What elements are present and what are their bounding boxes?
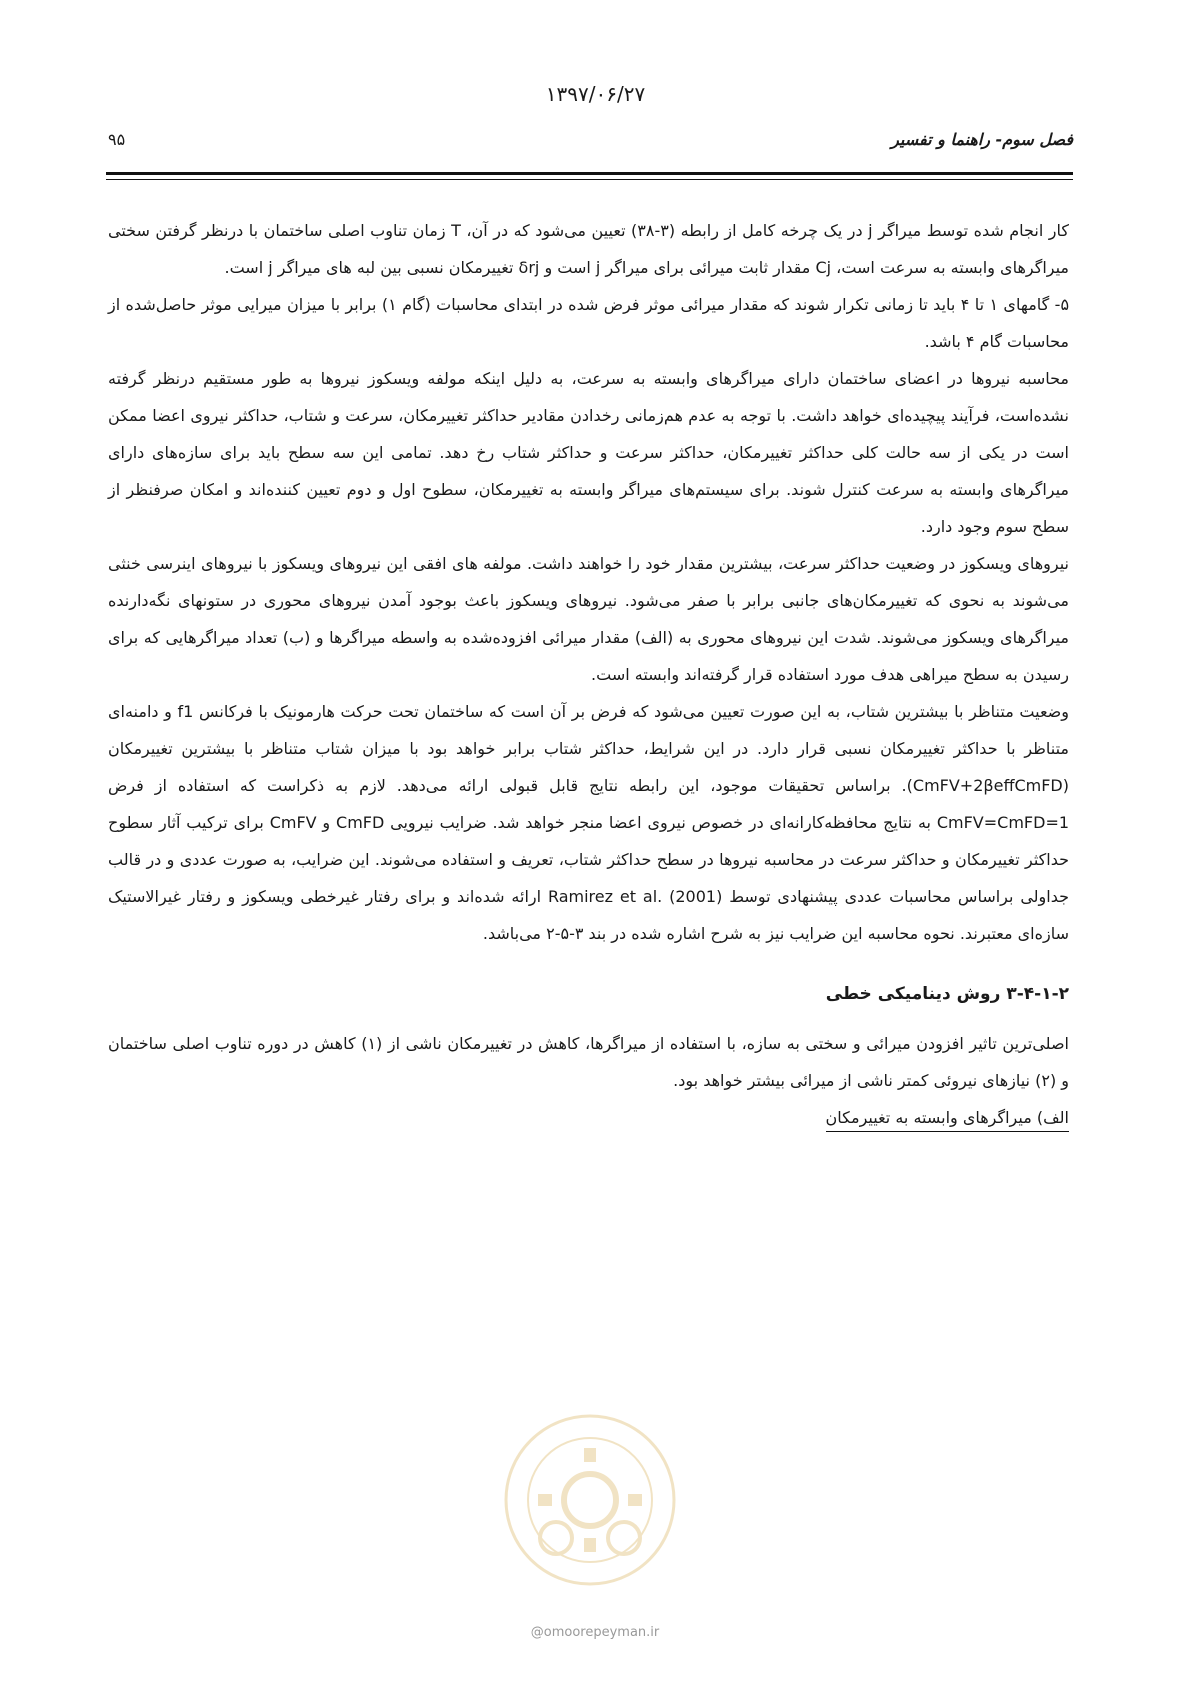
page-header: [108, 128, 1073, 158]
watermark-url: @omoorepeyman.ir: [530, 1625, 660, 1640]
paragraph-max-acceleration: وضعیت متناظر با بیشترین شتاب، به این صورت تعیین می‌شود که فرض بر آن است که ساختمان تحت حرکت هارمونیک با فرکانس f1 و دامنه‌ای متناظر با حداکثر تغییرمکان نسبی قرار دارد. در این شرایط، حداکثر شتاب برابر خواهد بود با میزان شتاب متناظر با بیشترین تغییرمکان (CmFV+2βeffCmFD). براساس تحقیقات موجود، این رابطه نتایج قابل قبولی ارائه می‌دهد. لازم به ذکراست که استفاده از فرض CmFV=CmFD=1 به نتایج محافظه‌کارانه‌ای در خصوص نیروی اعضا منجر خواهد شد. ضرایب نیرویی CmFD و CmFV برای ترکیب آثار سطوح حداکثر تغییرمکان و حداکثر سرعت در محاسبه نیروها در سطح حداکثر شتاب، تعریف و استفاده می‌شوند. این ضرایب، به صورت عددی و در قالب جداولی براساس محاسبات عددی پیشنهادی توسط Ramirez et al. (2001) ارائه شده‌اند و برای رفتار غیرخطی ویسکوز و رفتار غیرالاستیک سازه‌ای معتبرند. نحوه محاسبه این ضرایب نیز به شرح اشاره شده در بند ۳-۵-۲ می‌باشد.: [108, 702, 1070, 943]
document-date: ۱۳۹۷/۰۶/۲۷: [545, 82, 646, 106]
body-text: [108, 212, 1069, 1136]
header-rule-thick: [106, 172, 1073, 175]
paragraph-work-done: کار انجام شده توسط میراگر j در یک چرخه کامل از رابطه (۳-۳۸) تعیین می‌شود که در آن، T زمان تناوب اصلی ساختمان با درنظر گرفتن سختی میراگرهای وابسته به سرعت است، Cj مقدار ثابت میرائی برای میراگر j است و δrj تغییرمکان نسبی بین لبه های میراگر j است.: [108, 221, 1070, 277]
paragraph-step-5: ۵- گامهای ۱ تا ۴ باید تا زمانی تکرار شوند که مقدار میرائی موثر فرض شده در ابتدای محاسبات (گام ۱) برابر با میزان میرایی موثر حاصل‌شده از محاسبات گام ۴ باشد.: [108, 295, 1070, 351]
page-number: ۹۵: [108, 130, 126, 149]
header-rule-thin: [106, 179, 1073, 180]
paragraph-member-forces: محاسبه نیروها در اعضای ساختمان دارای میراگرهای وابسته به سرعت، به دلیل اینکه مولفه ویسکوز نیروها به طور مستقیم درنظر گرفته نشده‌است، فرآیند پیچیده‌ای خواهد داشت. با توجه به عدم هم‌زمانی رخدادن مقادیر حداکثر تغییرمکان، سرعت و شتاب، حداکثر نیروی اعضا ممکن است در یکی از سه حالت کلی حداکثر تغییرمکان، حداکثر سرعت و حداکثر شتاب رخ دهد. تمامی این سه سطح باید برای سازه‌های دارای میراگرهای وابسته به سرعت کنترل شوند. برای سیستم‌های میراگر وابسته به تغییرمکان، سطوح اول و دوم تعیین کننده‌اند و امکان صرفنظر از سطح سوم وجود دارد.: [108, 369, 1069, 536]
paragraph-linear-dynamic: اصلی‌ترین تاثیر افزودن میرائی و سختی به سازه، با استفاده از میراگرها، کاهش در تغییرمکان ناشی از (۱) کاهش در دوره تناوب اصلی ساختمان و (۲) نیازهای نیروئی کمتر ناشی از میرائی بیشتر خواهد بود.: [108, 1034, 1069, 1090]
paragraph-viscous-forces: نیروهای ویسکوز در وضعیت حداکثر سرعت، بیشترین مقدار خود را خواهند داشت. مولفه های افقی این نیروهای ویسکوز با نیروهای اینرسی خنثی می‌شوند به نحوی که تغییرمکان‌های جانبی برابر با صفر می‌شود. نیروهای ویسکوز باعث بوجود آمدن نیروهای محوری در ستونهای نگه‌دارنده میراگرهای ویسکوز می‌شوند. شدت این نیروهای محوری به (الف) مقدار میرائی افزوده‌شده به واسطه میراگرها و (ب) تعداد میراگرهایی که برای رسیدن به سطح میراهی هدف مورد استفاده قرار گرفته‌اند وابسته است.: [108, 554, 1069, 684]
section-heading: ۳-۴-۱-۲ روش دینامیکی خطی: [825, 984, 1069, 1004]
watermark-seal-logo: [500, 1410, 680, 1590]
subheading-displacement-dampers: الف) میراگرهای وابسته به تغییرمکان: [826, 1105, 1069, 1132]
chapter-title: فصل سوم- راهنما و تفسیر: [891, 130, 1073, 149]
